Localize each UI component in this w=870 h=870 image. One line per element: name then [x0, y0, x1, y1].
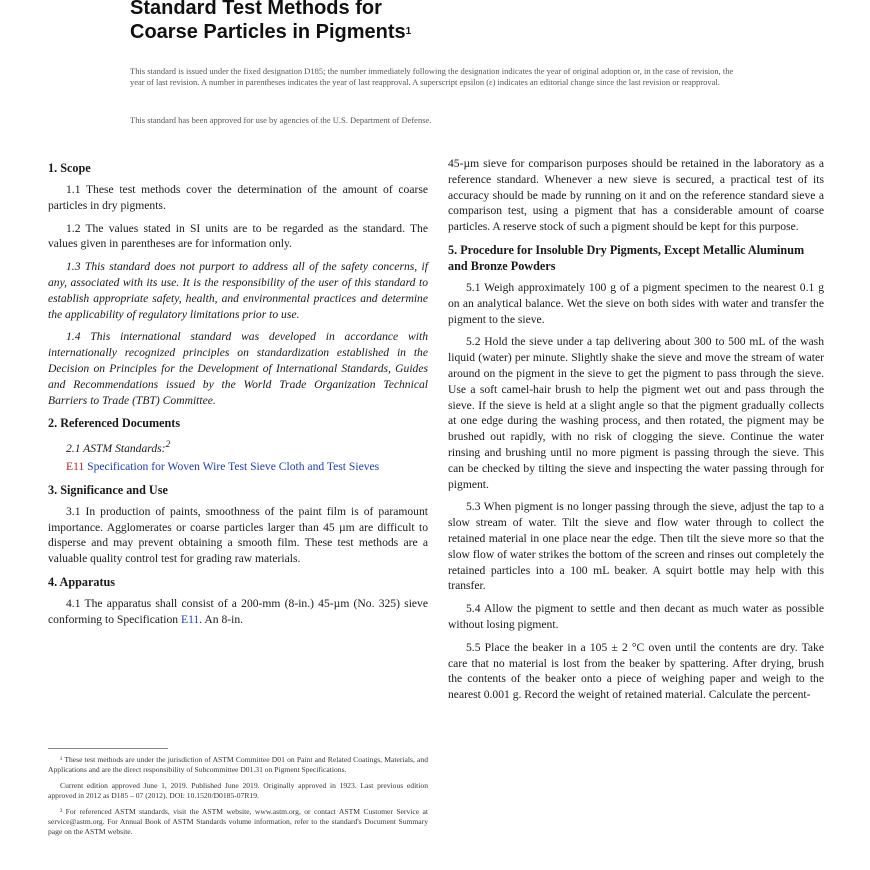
- astm-standards-line: [48, 437, 428, 457]
- section-significance-heading: 3. Significance and Use: [48, 482, 168, 497]
- document-title-line2: [130, 20, 411, 44]
- scope-paragraph-1: 1.1 These test methods cover the determination of the amount of coarse particles in dry pigments.: [48, 183, 428, 212]
- footnote-rule: [48, 748, 168, 749]
- right-column: [448, 156, 824, 710]
- section-scope-heading: 1. Scope: [48, 161, 91, 175]
- procedure-paragraph-1: 5.1 Weigh approximately 100 g of a pigment specimen to the nearest 0.1 g on an analytical balance. Wet the sieve on both sides with water and transfer the pigment to the sieve.: [448, 280, 824, 326]
- significance-paragraph-1: 3.1 In production of paints, smoothness of the paint film is of paramount importance. Agglomerates or coarse particles larger than 45 µm are difficult to disperse and may prevent obtaining a smooth film. These test methods are a valuable quality control test for grading raw materials.: [48, 504, 428, 566]
- procedure-paragraph-5: 5.5 Place the beaker in a 105 ± 2 °C oven until the contents are dry. Take care that no material is lost from the beaker by spattering. After drying, brush the contents of the beaker onto a piece of weighing paper and weigh to the nearest 0.001 g. Record the weight of retained material. Calculate the percent-: [448, 640, 824, 702]
- procedure-paragraph-4: 5.4 Allow the pigment to settle and then decant as much water as possible without losing pigment.: [448, 602, 824, 631]
- footnote-2: ² For referenced ASTM standards, visit the ASTM website, www.astm.org, or contact ASTM Customer Service at service@astm.org. For Annual Book of ASTM Standards volume information, refer to the standard's Document Summary page on the ASTM website.: [48, 807, 428, 836]
- scope-paragraph-2: 1.2 The values stated in SI units are to be regarded as the standard. The values given in parentheses are for information only.: [48, 221, 428, 251]
- left-column: [48, 156, 428, 635]
- footnote-ref-2[interactable]: 2: [165, 439, 171, 451]
- footnotes: [48, 748, 428, 843]
- apparatus-text-b: . An 8-in.: [199, 612, 244, 626]
- astm-standards-label: 2.1 ASTM Standards:: [66, 442, 166, 456]
- dod-approval-note: This standard has been approved for use by agencies of the U.S. Department of Defense.: [130, 115, 432, 125]
- footnote-1: ¹ These test methods are under the jurisdiction of ASTM Committee D01 on Paint and Related Coatings, Materials, and Applications and are the direct responsibility of Subcommittee D01.31 on Pigment Specifications.: [48, 755, 428, 774]
- apparatus-continued-paragraph: 45-µm sieve for comparison purposes should be retained in the laboratory as a reference standard. Whenever a new sieve is secured, a practical test of its accuracy should be made by running on it and on the reference standard sieve a comparison test, using a pigment that has a considerable amount of coarse particles. A reserve stock of such a pigment should be kept for this purpose.: [448, 157, 824, 234]
- apparatus-paragraph-1: [48, 596, 428, 628]
- procedure-paragraph-2: 5.2 Hold the sieve under a tap delivering about 300 to 500 mL of the wash liquid (water) per minute. Slightly shake the sieve and move the stream of water around on the pigment in the sieve to get the pigment to pass through the sieve. Use a soft camel-hair brush to help the pigment wet out and pass through the sieve. If the sieve is held at a slight angle so that the pigment gradually collects at one edge during the washing process, and then rotated, the pigment may be brushed out rapidly, with no risk of clogging the sieve. Continue the water rinsing and brushing until no more pigment is passing through the sieve. This can be checked by tilting the sieve and inspecting the water passing through for pigment.: [448, 335, 824, 491]
- section-procedure-heading: 5. Procedure for Insoluble Dry Pigments, Except Metallic Aluminum and Bronze Powders: [448, 242, 805, 273]
- title-text: Coarse Particles in Pigments: [130, 21, 406, 43]
- section-referenced-documents-heading: 2. Referenced Documents: [48, 416, 181, 431]
- document-title-line1: Standard Test Methods for: [130, 0, 382, 19]
- reference-e11-number[interactable]: E11: [66, 460, 85, 474]
- scope-paragraph-3: 1.3 This standard does not purport to address all of the safety concerns, if any, associated with its use. It is the responsibility of the user of this standard to establish appropriate safety, health, and environmental practices and determine the applicability of regulatory limitations prior to use.: [48, 260, 428, 321]
- footnote-1-edition: Current edition approved June 1, 2019. Published June 2019. Originally approved in 1923. Last previous edition approved in 2012 as D185 – 07 (2012). DOI: 10.1520/D0185-07R19.: [48, 781, 428, 800]
- reference-e11-title[interactable]: Specification for Woven Wire Test Sieve Cloth and Test Sieves: [87, 460, 380, 474]
- scope-paragraph-4: 1.4 This international standard was developed in accordance with internationally recognized principles on standardization established in the Decision on Principles for the Development of International Standards, Guides and Recommendations issued by the World Trade Organization Technical Barriers to Trade (TBT) Committee.: [48, 330, 428, 407]
- apparatus-text-a: 4.1 The apparatus shall consist of a 200-mm (8-in.) 45-µm (No. 325) sieve conforming to Specification: [48, 597, 428, 626]
- designation-note: This standard is issued under the fixed designation D185; the number immediately following the designation indicates the year of original adoption or, in the case of revision, the year of last revision. A number in parentheses indicates the year of last reapproval. A superscript epsilon (ε) indicates an editorial change since the last revision or reapproval.: [130, 66, 734, 87]
- procedure-paragraph-3: 5.3 When pigment is no longer passing through the sieve, adjust the tap to a slow stream of water. Tilt the sieve and flow water through to collect the retained material in one place near the edge. Then tilt the sieve more so that the slow flow of water strikes the bottom of the screen and rinses out completely the retained particles into a 100 mL beaker. A squirt bottle may help with this transfer.: [448, 500, 824, 593]
- reference-e11[interactable]: [48, 459, 428, 475]
- title-footnote-ref[interactable]: 1: [405, 26, 412, 37]
- section-apparatus-heading: 4. Apparatus: [48, 575, 116, 589]
- apparatus-e11-link[interactable]: E11: [180, 612, 200, 626]
